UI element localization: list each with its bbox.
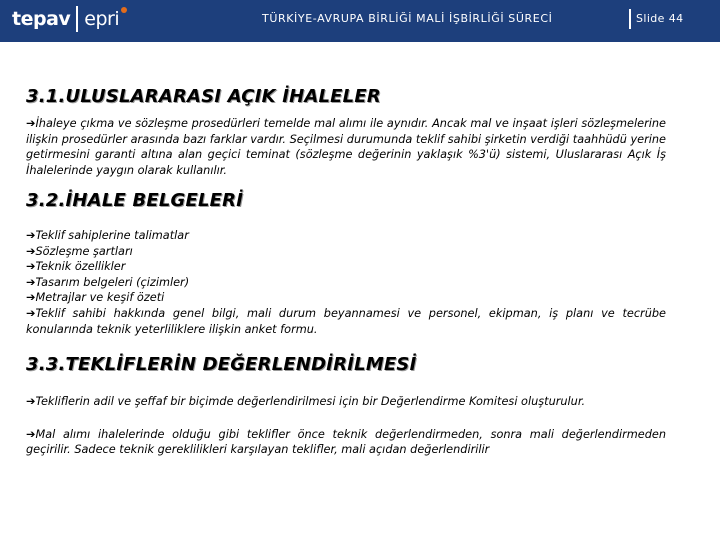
section-heading-1: 3.1.ULUSLARARASI AÇIK İHALELER bbox=[26, 86, 381, 107]
header-bar bbox=[0, 0, 720, 42]
arrow-icon: ➔ bbox=[26, 275, 36, 289]
logo-dot-icon bbox=[121, 7, 127, 13]
section-heading-2: 3.2.İHALE BELGELERİ bbox=[26, 190, 244, 211]
list-item: ➔Teklif sahibi hakkında genel bilgi, mali durum beyannamesi ve personel, ekipman, iş planı ve tecrübe konularında teknik yeterliliklere ilişkin anket formu. bbox=[26, 306, 666, 336]
arrow-icon: ➔ bbox=[26, 291, 36, 305]
list-item: ➔Metrajlar ve keşif özeti bbox=[26, 291, 165, 305]
tender-documents-list bbox=[26, 228, 666, 337]
arrow-icon: ➔ bbox=[26, 306, 36, 320]
arrow-icon: ➔ bbox=[26, 117, 36, 130]
arrow-icon: ➔ bbox=[26, 229, 36, 242]
arrow-icon: ➔ bbox=[26, 427, 36, 441]
section-3-paragraph-1: ➔Tekliflerin adil ve şeffaf bir biçimde değerlendirilmesi için bir Değerlendirme Komitesi oluşturulur. bbox=[26, 395, 586, 409]
arrow-icon: ➔ bbox=[26, 260, 36, 274]
header-title: TÜRKİYE-AVRUPA BİRLİĞİ MALİ İŞBİRLİĞİ SÜRECİ bbox=[262, 12, 553, 25]
header-divider bbox=[629, 9, 631, 29]
logo-tepav: tepav bbox=[12, 8, 71, 30]
list-item: ➔Teknik özellikler bbox=[26, 260, 126, 274]
list-item: ➔Sözleşme şartları bbox=[26, 244, 133, 258]
section-3-paragraph-2: ➔Mal alımı ihalelerinde olduğu gibi teklifler önce teknik değerlendirmeden, sonra mali değerlendirmeden geçirilir. Sadece teknik gereklilikleri karşılayan teklifler, mali açıdan değerlendirilir bbox=[26, 427, 666, 457]
tepav-epri-logo bbox=[12, 3, 127, 35]
list-item: ➔Tasarım belgeleri (çizimler) bbox=[26, 275, 190, 289]
logo-epri: epri bbox=[84, 8, 120, 30]
list-item: ➔Teklif sahiplerine talimatlar bbox=[26, 229, 189, 242]
slide-content bbox=[26, 86, 666, 458]
arrow-icon: ➔ bbox=[26, 395, 36, 409]
section-heading-3: 3.3.TEKLİFLERİN DEĞERLENDİRİLMESİ bbox=[26, 354, 417, 376]
section-1-paragraph: ➔İhaleye çıkma ve sözleşme prosedürleri temelde mal alımı ile aynıdır. Ancak mal ve inşaat işleri sözleşmelerine ilişkin prosedürler arasında bazı farklar vardır. Seçilmesi durumunda teklif sahibi şirketin verdiği taahhüdü yerine getirmesini garanti altına alan geçici teminat (sözleşme değerinin yaklaşık %3'ü) sistemi, Uluslararası Açık İş İhalelerinde yaygın olarak kullanılır. bbox=[26, 117, 666, 177]
slide-number: Slide 44 bbox=[636, 12, 684, 25]
arrow-icon: ➔ bbox=[26, 244, 36, 258]
logo-separator bbox=[76, 6, 78, 32]
